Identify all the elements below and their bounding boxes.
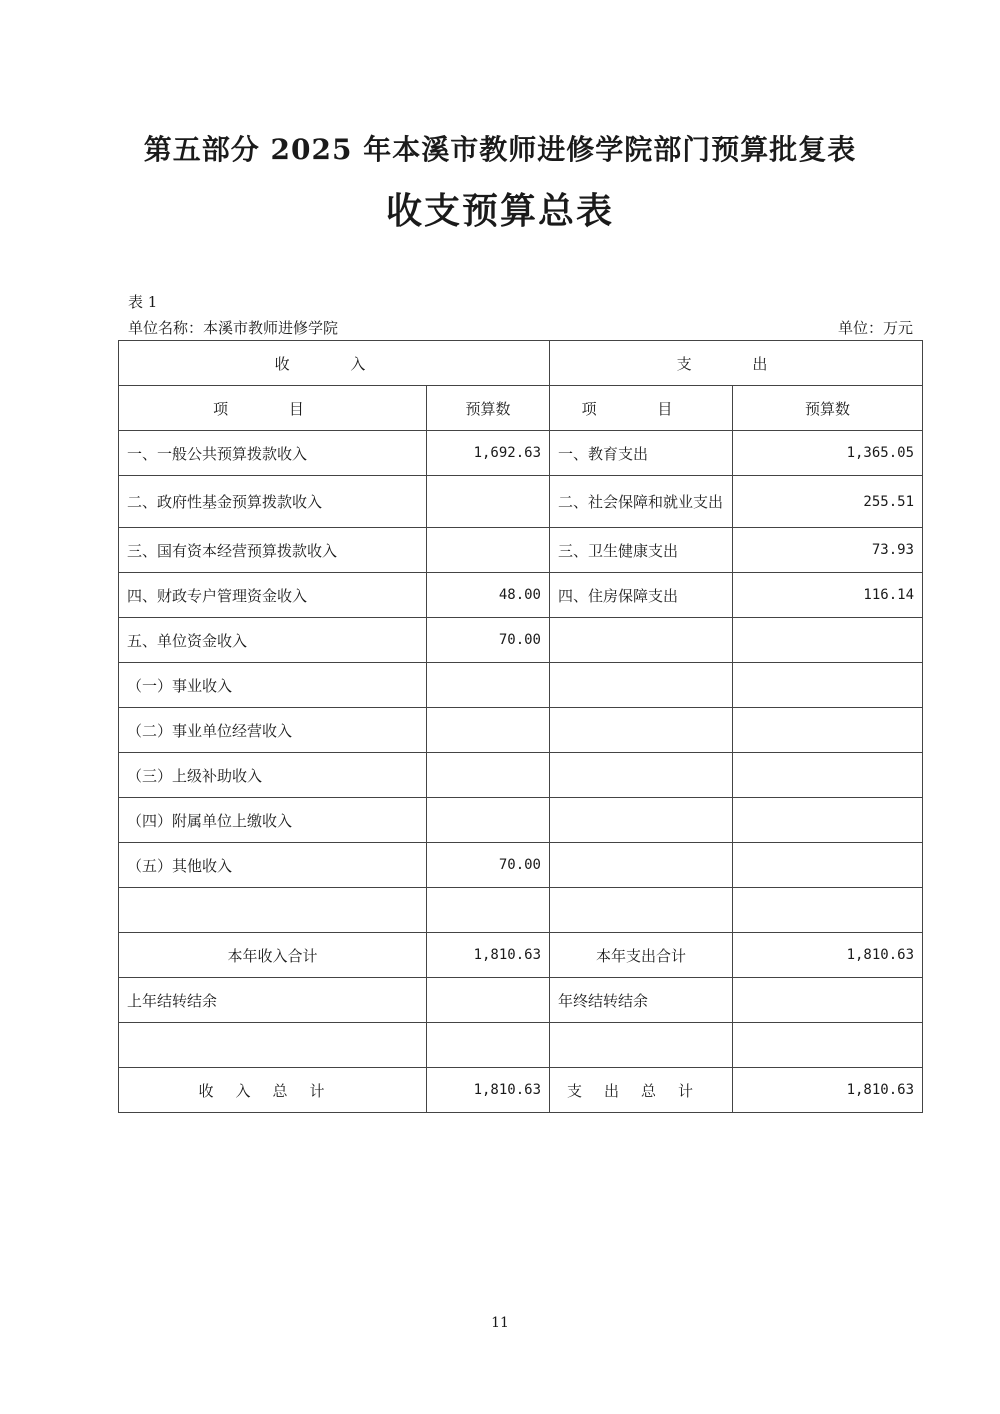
empty-cell bbox=[119, 1023, 427, 1068]
expense-amount bbox=[733, 798, 923, 843]
income-amount: 1,692.63 bbox=[427, 431, 550, 476]
empty-cell bbox=[427, 1023, 550, 1068]
currency-unit: 单位：万元 bbox=[837, 319, 913, 337]
income-item: （二）事业单位经营收入 bbox=[119, 708, 427, 753]
income-amount bbox=[427, 663, 550, 708]
grand-expense-total: 1,810.63 bbox=[733, 1068, 923, 1113]
income-amount: 70.00 bbox=[427, 618, 550, 663]
grand-income-total: 1,810.63 bbox=[427, 1068, 550, 1113]
income-header: 收 入 bbox=[119, 341, 550, 386]
expense-amount: 1,365.05 bbox=[733, 431, 923, 476]
column-header-row bbox=[119, 386, 923, 431]
expense-item bbox=[550, 888, 733, 933]
expense-item bbox=[550, 663, 733, 708]
expense-amount bbox=[733, 663, 923, 708]
empty-cell bbox=[550, 1023, 733, 1068]
expense-item: 四、住房保障支出 bbox=[550, 573, 733, 618]
expense-item bbox=[550, 618, 733, 663]
expense-amount bbox=[733, 753, 923, 798]
income-amount bbox=[427, 798, 550, 843]
expense-item bbox=[550, 798, 733, 843]
expense-budget-header: 预算数 bbox=[733, 386, 923, 431]
table-row bbox=[119, 888, 923, 933]
income-amount bbox=[427, 708, 550, 753]
income-item: （三）上级补助收入 bbox=[119, 753, 427, 798]
table-number: 表 1 bbox=[128, 293, 158, 311]
table-row bbox=[119, 528, 923, 573]
expense-amount: 73.93 bbox=[733, 528, 923, 573]
carryover-out-amount bbox=[733, 978, 923, 1023]
table-row bbox=[119, 476, 923, 528]
income-item bbox=[119, 888, 427, 933]
income-amount bbox=[427, 528, 550, 573]
expense-item bbox=[550, 753, 733, 798]
empty-cell bbox=[733, 1023, 923, 1068]
expense-amount bbox=[733, 843, 923, 888]
income-item: 三、国有资本经营预算拨款收入 bbox=[119, 528, 427, 573]
income-item: 一、一般公共预算拨款收入 bbox=[119, 431, 427, 476]
table-row bbox=[119, 708, 923, 753]
income-amount: 70.00 bbox=[427, 843, 550, 888]
expense-item: 二、社会保障和就业支出 bbox=[550, 476, 733, 528]
expense-item-header: 项 目 bbox=[550, 386, 733, 431]
expense-amount: 255.51 bbox=[733, 476, 923, 528]
expense-item: 三、卫生健康支出 bbox=[550, 528, 733, 573]
table-row bbox=[119, 573, 923, 618]
expense-amount bbox=[733, 888, 923, 933]
income-item: （五）其他收入 bbox=[119, 843, 427, 888]
carryover-in-amount bbox=[427, 978, 550, 1023]
income-amount bbox=[427, 888, 550, 933]
expense-item: 一、教育支出 bbox=[550, 431, 733, 476]
year-income-total: 1,810.63 bbox=[427, 933, 550, 978]
income-item: 五、单位资金收入 bbox=[119, 618, 427, 663]
income-amount bbox=[427, 476, 550, 528]
table-row bbox=[119, 618, 923, 663]
table-title: 收支预算总表 bbox=[385, 190, 614, 232]
grand-total-row bbox=[119, 1068, 923, 1113]
expense-item bbox=[550, 843, 733, 888]
income-amount: 48.00 bbox=[427, 573, 550, 618]
income-item: （一）事业收入 bbox=[119, 663, 427, 708]
income-item: （四）附属单位上缴收入 bbox=[119, 798, 427, 843]
expense-header: 支 出 bbox=[550, 341, 923, 386]
year-income-total-label: 本年收入合计 bbox=[119, 933, 427, 978]
table-row bbox=[119, 843, 923, 888]
income-item-header: 项 目 bbox=[119, 386, 427, 431]
carryover-in-label: 上年结转结余 bbox=[119, 978, 427, 1023]
page-number: 11 bbox=[491, 1315, 509, 1331]
expense-amount bbox=[733, 618, 923, 663]
page-title: 第五部分 2025 年本溪市教师进修学院部门预算批复表 bbox=[143, 133, 857, 166]
expense-amount bbox=[733, 708, 923, 753]
unit-name: 单位名称：本溪市教师进修学院 bbox=[128, 319, 339, 337]
unit-row bbox=[128, 317, 913, 338]
carryover-row bbox=[119, 978, 923, 1023]
table-row bbox=[119, 663, 923, 708]
budget-table bbox=[118, 340, 923, 1113]
income-budget-header: 预算数 bbox=[427, 386, 550, 431]
section-header-row bbox=[119, 341, 923, 386]
table-row bbox=[119, 431, 923, 476]
income-item: 二、政府性基金预算拨款收入 bbox=[119, 476, 427, 528]
year-total-row bbox=[119, 933, 923, 978]
income-item: 四、财政专户管理资金收入 bbox=[119, 573, 427, 618]
year-expense-total-label: 本年支出合计 bbox=[550, 933, 733, 978]
grand-income-label: 收入总计 bbox=[119, 1068, 427, 1113]
grand-expense-label: 支出总计 bbox=[550, 1068, 733, 1113]
year-expense-total: 1,810.63 bbox=[733, 933, 923, 978]
income-amount bbox=[427, 753, 550, 798]
table-row bbox=[119, 753, 923, 798]
table-row bbox=[119, 798, 923, 843]
table-row bbox=[119, 1023, 923, 1068]
carryover-out-label: 年终结转结余 bbox=[550, 978, 733, 1023]
expense-item bbox=[550, 708, 733, 753]
expense-amount: 116.14 bbox=[733, 573, 923, 618]
